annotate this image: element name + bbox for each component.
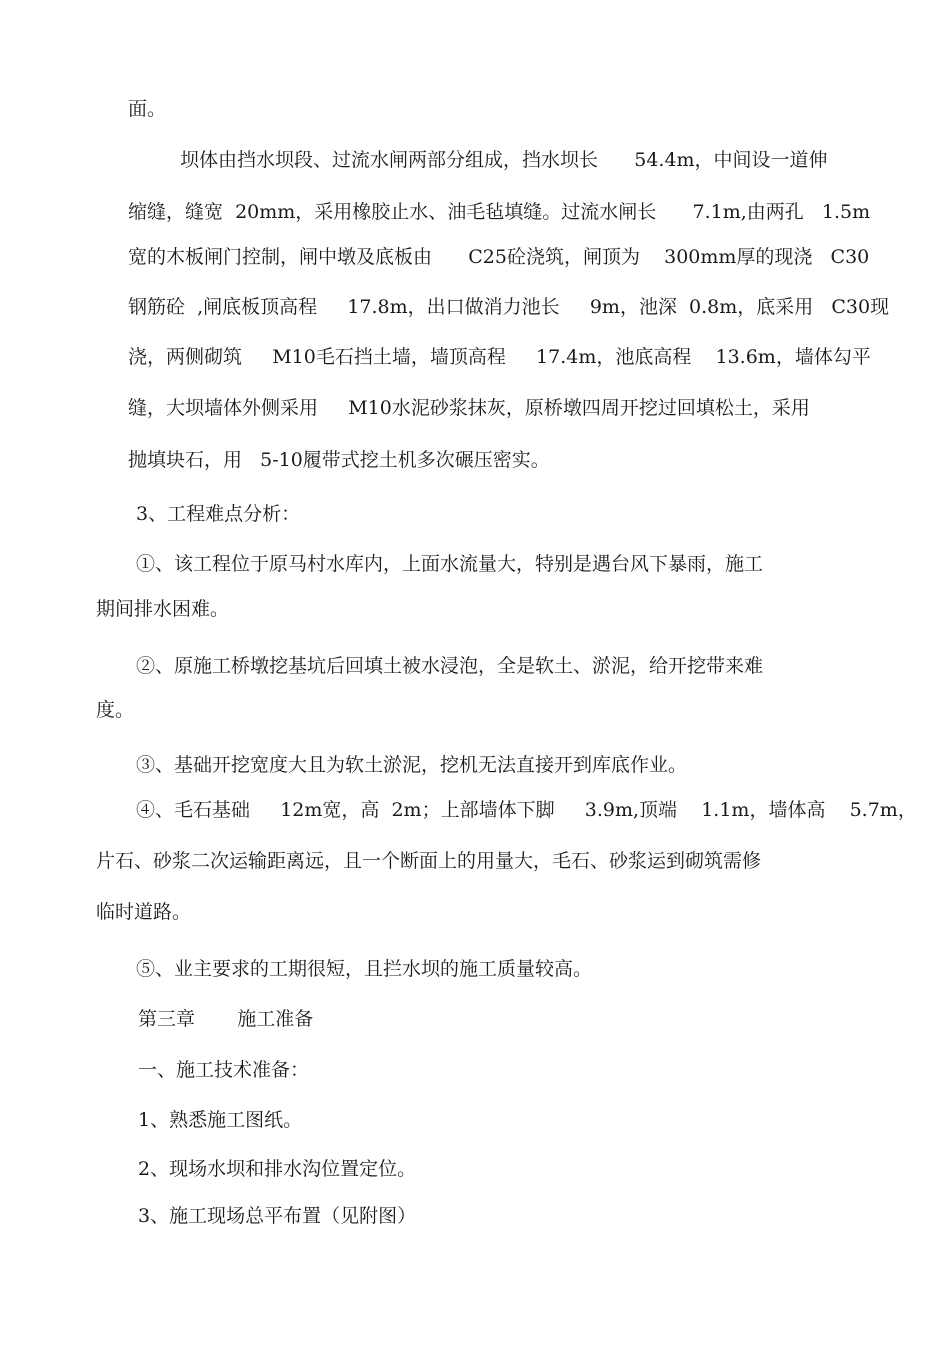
- text-line: 片石、砂浆二次运输距离远，且一个断面上的用量大，毛石、砂浆运到砌筑需修: [96, 850, 762, 872]
- text-line: 抛填块石，用 5-10履带式挖土机多次碾压密实。: [128, 449, 550, 471]
- text-line: ⑤、业主要求的工期很短，且拦水坝的施工质量较高。: [136, 958, 593, 980]
- text-line: 浇，两侧砌筑 M10毛石挡土墙，墙顶高程 17.4m，池底高程 13.6m，墙体勾平: [128, 346, 871, 368]
- text-line: 宽的木板闸门控制，闸中墩及底板由 C25砼浇筑，闸顶为 300mm厚的现浇 C30: [128, 246, 870, 268]
- section-heading: 一、施工技术准备：: [138, 1059, 310, 1081]
- list-item: 3、施工现场总平布置（见附图）: [138, 1205, 417, 1227]
- text-line: 度。: [96, 699, 135, 721]
- text-line: 坝体由挡水坝段、过流水闸两部分组成，挡水坝长 54.4m，中间设一道伸: [180, 149, 828, 171]
- text-line: 缩缝，缝宽 20mm，采用橡胶止水、油毛毡填缝。过流水闸长 7.1m,由两孔 1.5m: [128, 201, 871, 223]
- text-line: ②、原施工桥墩挖基坑后回填土被水浸泡，全是软土、淤泥，给开挖带来难: [136, 655, 764, 677]
- text-line: 临时道路。: [96, 901, 192, 923]
- chapter-heading: 第三章 施工准备: [138, 1008, 314, 1030]
- list-item: 2、现场水坝和排水沟位置定位。: [138, 1158, 417, 1180]
- text-line: 期间排水困难。: [96, 598, 230, 620]
- text-line: ④、毛石基础 12m宽，高 2m；上部墙体下脚 3.9m,顶端 1.1m，墙体高 5.7m，: [136, 799, 917, 821]
- text-line: 缝，大坝墙体外侧采用 M10水泥砂浆抹灰，原桥墩四周开挖过回填松土，采用: [128, 397, 810, 419]
- text-line: ①、该工程位于原马村水库内，上面水流量大，特别是遇台风下暴雨，施工: [136, 553, 764, 575]
- list-item: 1、熟悉施工图纸。: [138, 1109, 303, 1131]
- text-line: 钢筋砼 ,闸底板顶高程 17.8m，出口做消力池长 9m，池深 0.8m，底采用 C30现: [128, 296, 890, 318]
- text-line: ③、基础开挖宽度大且为软土淤泥，挖机无法直接开到库底作业。: [136, 754, 688, 776]
- section-heading: 3、工程难点分析：: [136, 503, 301, 525]
- text-line: 面。: [128, 98, 167, 120]
